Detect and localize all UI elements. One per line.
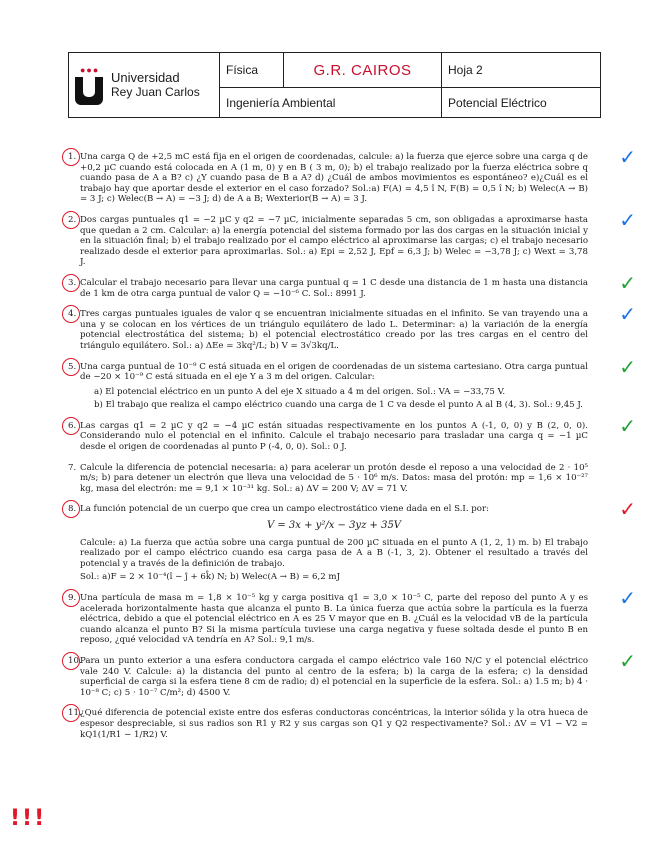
- handwritten-circle-icon: [62, 704, 80, 722]
- document-header: [68, 52, 601, 116]
- subquestion: b) El trabajo que realiza el campo eléctrico cuando una carga de 1 C va desde el punto A al B (4, 3). Sol.: 9,45 J.: [94, 400, 583, 411]
- handwritten-circle-icon: [62, 305, 80, 323]
- problem-number: 10.: [68, 655, 82, 666]
- checkmark-icon: ✓: [619, 497, 636, 522]
- problem-text-continued: Calcule: a) La fuerza que actúa sobre una carga puntual de 200 µC situada en el punto A (1, 2, 1) m. b) El trabajo realizado por el campo eléctrico cuando esa carga pasa de A a B (-1, 3, 2). Obtener el resultado a través del potencial y a través de la definición de trabajo.: [80, 537, 588, 569]
- handwritten-circle-icon: [62, 589, 80, 607]
- checkmark-icon: ✓: [619, 354, 636, 379]
- checkmark-icon: ✓: [619, 270, 636, 295]
- problem-number: 9.: [68, 593, 77, 603]
- problem-list: [68, 145, 636, 750]
- problem-4: [68, 302, 636, 351]
- problem-number: 6.: [68, 420, 77, 431]
- topic: Potencial Eléctrico: [442, 88, 601, 118]
- problem-8: [68, 497, 636, 583]
- university-logo: [69, 53, 219, 117]
- handwritten-circle-icon: [62, 500, 80, 518]
- handwritten-circle-icon: [62, 274, 80, 292]
- handwritten-circle-icon: [62, 417, 80, 435]
- problem-number: 2.: [68, 214, 77, 225]
- checkmark-icon: ✓: [619, 586, 636, 610]
- handwritten-circle-icon: [62, 211, 80, 229]
- problem-text: Una carga puntual de 10⁻⁹ C está situada en el origen de coordenadas de un sistema cartesiano. Otra carga puntual de −20 × 10⁻⁹ C está situada en el eje Y a 3 m del origen. Calcular:: [80, 361, 588, 383]
- subquestion: a) El potencial eléctrico en un punto A del eje X situado a 4 m del origen. Sol.: VA = −33,75 V.: [94, 386, 506, 397]
- problem-text: Para un punto exterior a una esfera conductora cargada el campo eléctrico vale 160 N/C y el potencial eléctrico vale 240 V. Calcule: a) la distancia del punto al centro de la esfera; b) la carga de la esfera; c) la densidad superficial de carga si la esfera tiene 8 cm de radio; d) el potencial en la superficie de la esfera. Sol.: a) 1.5 m; b) 4 · 10⁻⁸ C; c) 5 · 10⁻⁷ C/m²; d) 4500 V.: [80, 655, 588, 698]
- problem-9: [68, 586, 636, 646]
- problem-text: ¿Qué diferencia de potencial existe entre dos esferas conductoras concéntricas, la interior sólida y la otra hueca de espesor despreciable, si sus radios son R1 y R2 y sus cargas son Q1 y Q2 respectivamente? Sol.: ΔV = V1 − V2 = kQ1(1/R1 − 1/R2) V.: [80, 708, 588, 740]
- problem-text: Una carga Q de +2,5 mC está fija en el origen de coordenadas, calcule: a) la fuerza que ejerce sobre una carga q de +0,2 µC cuando está colocada en A (1 m, 0) y en B ( 3 m, 0); b) el trabajo realizado por la fuerza eléctrica sobre q cuando pasa de A a B? c) ¿Y cuando pasa de B a A? d) ¿Cuál de ambos movimientos es espontáneo? e)¿Cuál es el trabajo hay que aportar desde el exterior en el caso forzado? Sol.:a) F(A) = 4,5 î N, F(B) = 0,5 î N; b) Welec(A → B) = 3 J; c) Welec(B → A) = −3 J; d) de A a B; Wexterior(B → A) = 3 J.: [80, 152, 588, 205]
- problem-number: 7.: [68, 462, 77, 473]
- program: Ingeniería Ambiental: [220, 88, 442, 118]
- university-name-line1: Universidad: [111, 70, 180, 85]
- problem-text: Calcule la diferencia de potencial necesaria: a) para acelerar un protón desde el reposo a una velocidad de 2 · 10⁵ m/s; b) para detener un electrón que lleva una velocidad de 5 · 10⁶ m/s. Datos: masa del protón: mp = 1,6 × 10⁻²⁷ kg, masa del electrón: me = 9,1 × 10⁻³¹ kg. Sol.: a) ΔV = 200 V; ΔV = 71 V.: [80, 462, 588, 494]
- subject: Física: [220, 53, 284, 88]
- problem-number: 8.: [68, 504, 77, 515]
- checkmark-icon: ✓: [619, 207, 636, 232]
- problem-text: Una partícula de masa m = 1,8 × 10⁻⁵ kg y carga positiva q1 = 3,0 × 10⁻⁵ C, parte del reposo del punto A y es acelerada horizontalmente hasta que alcanza el punto B. La única fuerza que actúa sobre la partícula es la fuerza eléctrica, debido a que el potencial eléctrico en A es 25 V mayor que en B. ¿Cuál es la velocidad vB de la partícula cuando alcanza el punto B? Si la misma partícula tuviese una carga negativa y fuese soltada desde el punto B en reposo, ¿qué velocidad vA tendría en A? Sol.: 9,1 m/s.: [80, 593, 588, 646]
- handwritten-circle-icon: [62, 652, 80, 670]
- author: G.R. CAIROS: [284, 53, 442, 88]
- problem-number: 11.: [68, 708, 82, 719]
- university-logo-cell: [69, 53, 220, 118]
- handwritten-circle-icon: [62, 148, 80, 166]
- margin-exclamation-note: !!!: [10, 806, 47, 831]
- problem-2: [68, 207, 636, 268]
- problem-6: [68, 413, 636, 453]
- university-name-line2: Rey Juan Carlos: [111, 85, 200, 99]
- problem-11: [68, 708, 588, 740]
- problem-10: [68, 648, 636, 698]
- problem-1: [68, 145, 636, 205]
- checkmark-icon: ✓: [619, 413, 636, 438]
- checkmark-icon: ✓: [619, 145, 636, 169]
- checkmark-icon: ✓: [619, 648, 636, 673]
- problem-3: [68, 270, 636, 299]
- solution: Sol.: a)F = 2 × 10⁻⁴(î − ĵ + 6k̂) N; b) Welec(A → B) = 6,2 mJ: [80, 572, 341, 583]
- handwritten-circle-icon: [62, 358, 80, 376]
- problem-text: Las cargas q1 = 2 µC y q2 = −4 µC están situadas respectivamente en los puntos A (-1, 0, 0) y B (2, 0, 0). Considerando nulo el potencial en el infinito. Calcule el trabajo necesario para trasladar una carga q = −1 µC desde el origen de coordenadas al punto P (-4, 0, 0). Sol.: 0 J.: [80, 420, 588, 453]
- problem-number: 1.: [68, 152, 77, 162]
- problem-text: Tres cargas puntuales iguales de valor q se encuentran inicialmente situadas en el infinito. Se van trayendo una a una y se colocan en los vértices de un triángulo equilátero de lado L. Determinar: a) la variación de la energía potencial electrostática del sistema; b) el potencial electrostático creado por las tres cargas en el centro del triángulo equilátero. Sol.: a) ΔEe = 3kq²/L; b) V = 3√3kq/L.: [80, 309, 588, 351]
- problem-text: Calcular el trabajo necesario para llevar una carga puntual q = 1 C desde una distancia de 1 m hasta una distancia de 1 km de otra carga puntual de valor Q = −10⁻⁶ C. Sol.: 8991 J.: [80, 277, 588, 299]
- problem-text: Dos cargas puntuales q1 = −2 µC y q2 = −7 µC, inicialmente separadas 5 cm, son obligadas a aproximarse hasta que quedan a 2 cm. Calcular: a) la energía potencial del sistema formado por las dos cargas en la situación inicial y en la situación final; b) el trabajo realizado por el campo eléctrico al aproximarse las cargas; c) el trabajo necesario realizado desde el exterior para aproximarlas. Sol.: a) Epi = 2,52 J, Epf = 6,3 J; b) Welec = −3,78 J; c) Wext = 3,78 J.: [80, 214, 588, 268]
- problem-number: 4.: [68, 309, 77, 320]
- urjc-logo-icon: ●●●: [75, 65, 105, 105]
- problem-number: 3.: [68, 277, 77, 288]
- checkmark-icon: ✓: [619, 302, 636, 327]
- sheet-number: Hoja 2: [442, 53, 601, 88]
- formula: V = 3x + y²/x − 3yz + 35V: [266, 520, 402, 532]
- problem-7: [68, 463, 588, 495]
- problem-text: La función potencial de un cuerpo que crea un campo electrostático viene dada en el S.I. por:: [80, 504, 489, 515]
- problem-number: 5.: [68, 361, 77, 372]
- problem-5: [68, 354, 636, 411]
